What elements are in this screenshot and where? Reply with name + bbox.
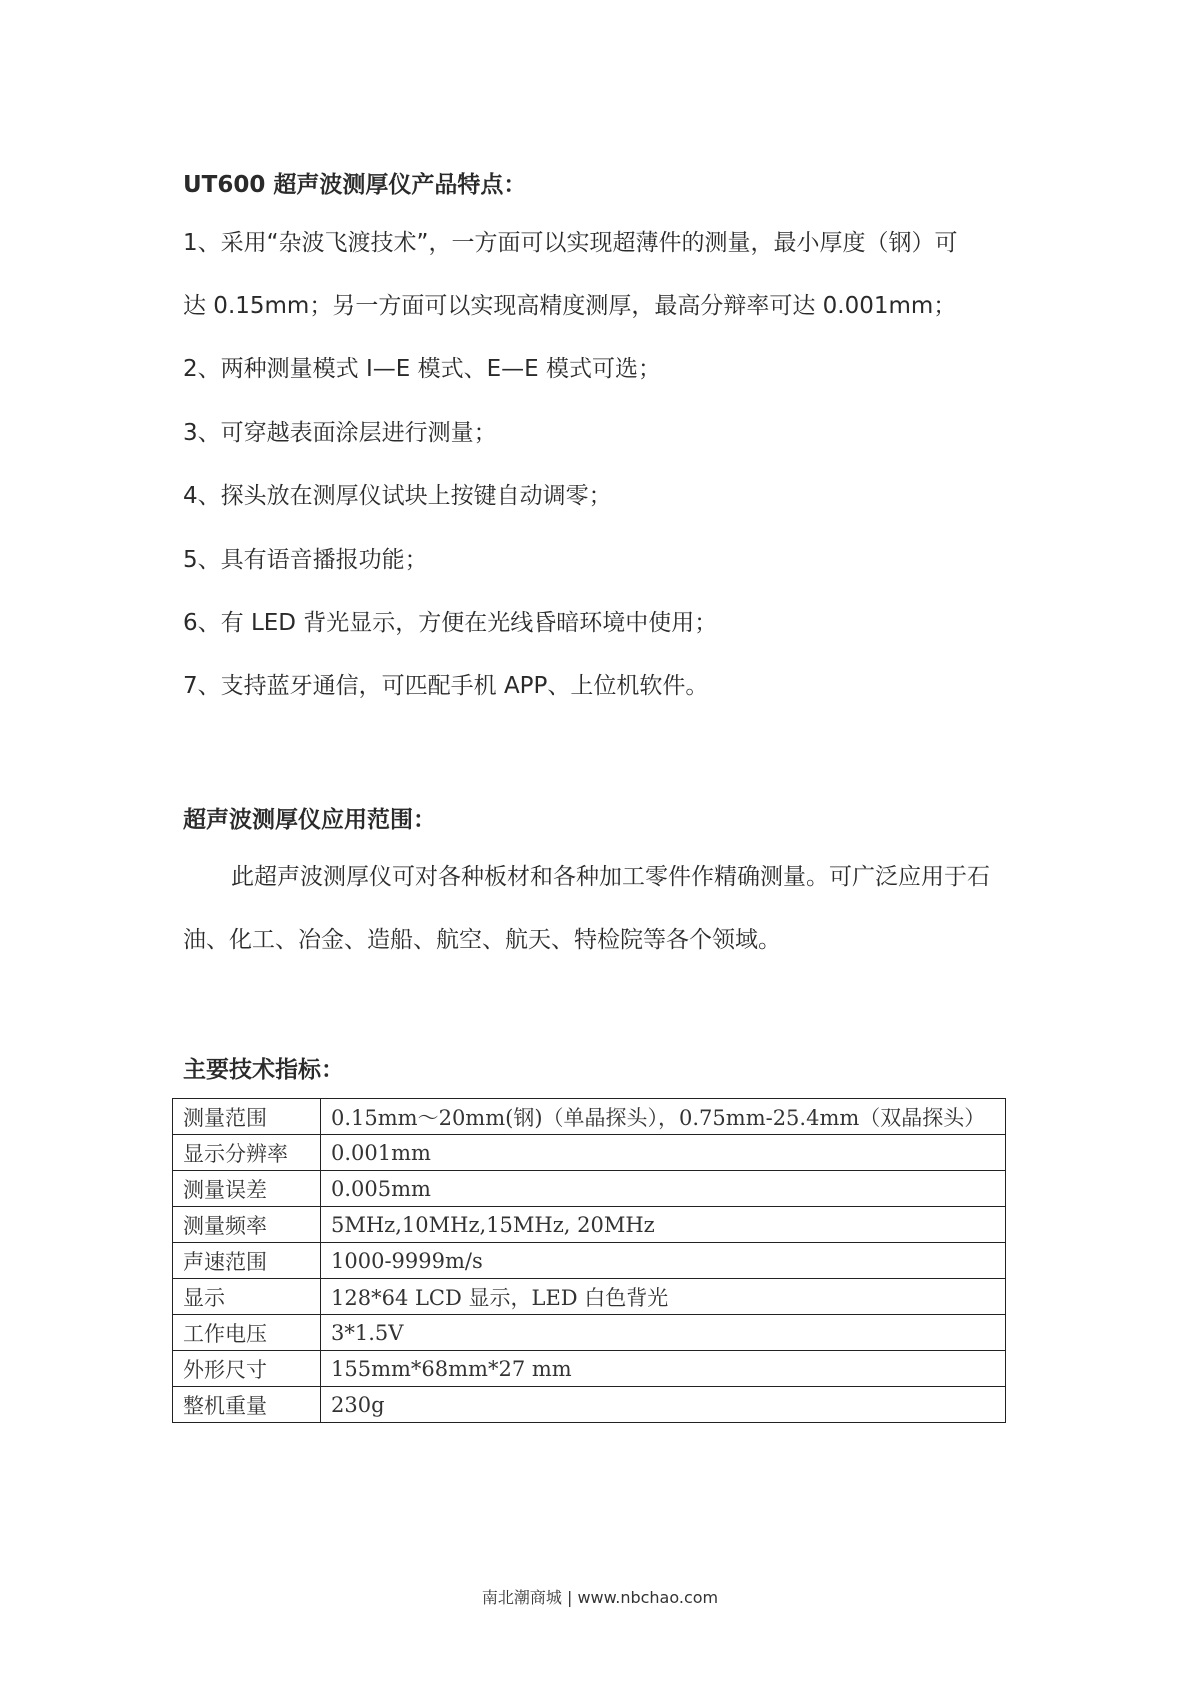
feature-line-1: 1、采用“杂波飞渡技术”，一方面可以实现超薄件的测量，最小厚度（钢）可 <box>183 230 958 256</box>
feature-line-6: 5、具有语音播报功能； <box>183 547 428 573</box>
spec-label: 测量范围 <box>173 1099 321 1135</box>
table-row <box>173 1243 1006 1279</box>
spec-label: 整机重量 <box>173 1387 321 1423</box>
spec-label: 显示分辨率 <box>173 1135 321 1171</box>
spec-value: 0.001mm <box>321 1135 1006 1171</box>
spec-label: 声速范围 <box>173 1243 321 1279</box>
spec-label: 测量频率 <box>173 1207 321 1243</box>
feature-line-2: 达 0.15mm；另一方面可以实现高精度测厚，最高分辩率可达 0.001mm； <box>183 293 957 319</box>
table-row <box>173 1171 1006 1207</box>
application-heading: 超声波测厚仪应用范围： <box>183 807 436 833</box>
table-row <box>173 1279 1006 1315</box>
spec-label: 工作电压 <box>173 1315 321 1351</box>
spec-label: 外形尺寸 <box>173 1351 321 1387</box>
table-row <box>173 1387 1006 1423</box>
table-row <box>173 1135 1006 1171</box>
table-row <box>173 1099 1006 1135</box>
application-line-1: 此超声波测厚仪可对各种板材和各种加工零件作精确测量。可广泛应用于石 <box>231 864 990 890</box>
feature-line-5: 4、探头放在测厚仪试块上按键自动调零； <box>183 483 612 509</box>
table-row <box>173 1207 1006 1243</box>
spec-value: 3*1.5V <box>321 1315 1006 1351</box>
spec-value: 230g <box>321 1387 1006 1423</box>
feature-line-8: 7、支持蓝牙通信，可匹配手机 APP、上位机软件。 <box>183 673 709 699</box>
application-line-2: 油、化工、冶金、造船、航空、航天、特检院等各个领域。 <box>183 927 781 953</box>
features-heading: UT600 超声波测厚仪产品特点： <box>183 172 527 198</box>
specs-heading: 主要技术指标： <box>183 1057 344 1083</box>
table-row <box>173 1351 1006 1387</box>
spec-value: 1000-9999m/s <box>321 1243 1006 1279</box>
spec-value: 155mm*68mm*27 mm <box>321 1351 1006 1387</box>
spec-value: 5MHz,10MHz,15MHz, 20MHz <box>321 1207 1006 1243</box>
feature-line-3: 2、两种测量模式 I—E 模式、E—E 模式可选； <box>183 356 661 382</box>
specs-table <box>172 1098 1006 1423</box>
spec-value: 128*64 LCD 显示，LED 白色背光 <box>321 1279 1006 1315</box>
spec-value: 0.005mm <box>321 1171 1006 1207</box>
feature-line-7: 6、有 LED 背光显示，方便在光线昏暗环境中使用； <box>183 610 718 636</box>
spec-label: 测量误差 <box>173 1171 321 1207</box>
feature-line-4: 3、可穿越表面涂层进行测量； <box>183 420 497 446</box>
spec-value: 0.15mm～20mm(钢)（单晶探头），0.75mm-25.4mm（双晶探头） <box>321 1099 1006 1135</box>
footer-text: 南北潮商城 | www.nbchao.com <box>481 1588 719 1607</box>
table-row <box>173 1315 1006 1351</box>
spec-label: 显示 <box>173 1279 321 1315</box>
